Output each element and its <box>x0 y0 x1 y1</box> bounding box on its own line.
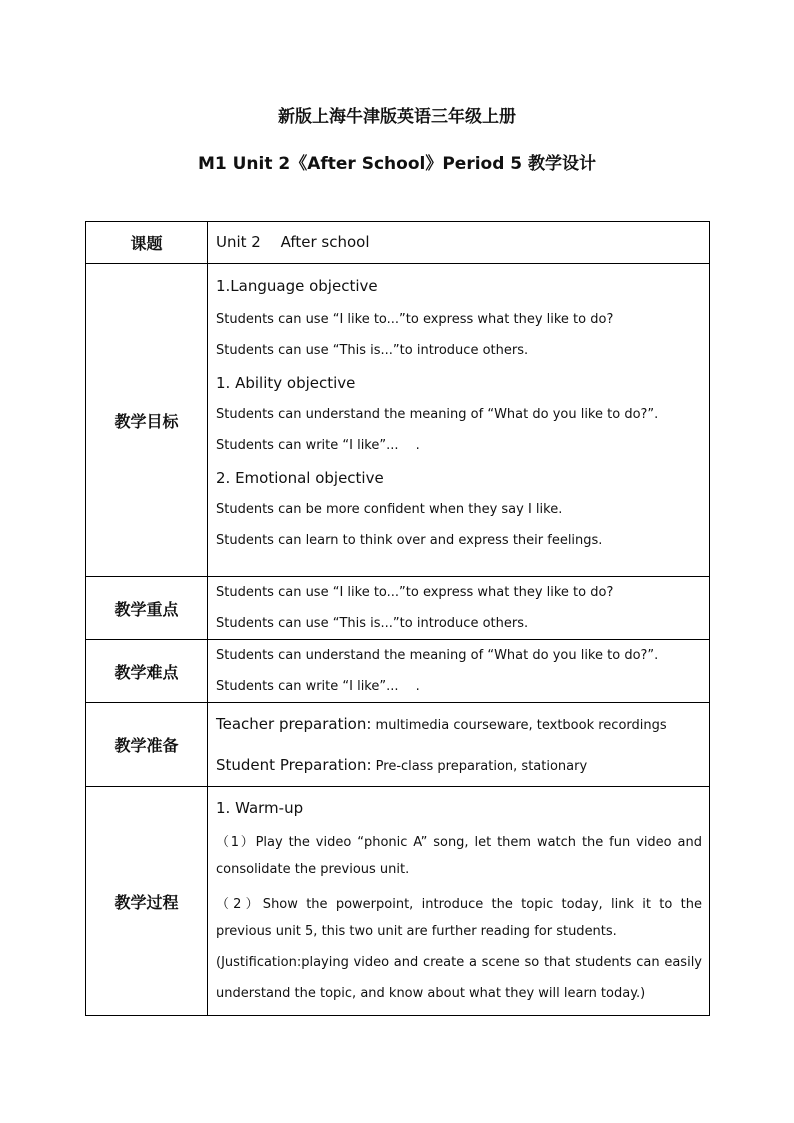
row-label-topic: 课题 <box>86 222 208 264</box>
language-objective-heading: 1.Language objective <box>216 277 378 295</box>
teacher-preparation-value: multimedia courseware, textbook recordings <box>371 718 667 733</box>
student-preparation <box>216 755 702 775</box>
lesson-plan-table <box>85 221 710 1016</box>
topic-cell <box>208 222 710 264</box>
document-subtitle: M1 Unit 2《After School》Period 5 教学设计 <box>197 154 597 174</box>
emotional-objective-heading: 2. Emotional objective <box>216 469 384 487</box>
key-point-line: Students can use “I like to...”to express what they like to do? <box>216 585 614 600</box>
process-justification: (Justification:playing video and create a scene so that students can easily understand the topic, and know about what they will learn today.) <box>216 955 702 1001</box>
table-row-topic <box>86 222 710 264</box>
row-label-process: 教学过程 <box>86 787 208 1016</box>
objectives-cell <box>208 264 710 577</box>
difficulties-cell <box>208 640 710 703</box>
row-label-objectives: 教学目标 <box>86 264 208 577</box>
table-row-preparation <box>86 703 710 787</box>
ability-objective-line: Students can write “I like”... . <box>216 438 420 453</box>
table-row-difficulties <box>86 640 710 703</box>
topic-value: Unit 2 After school <box>216 233 370 251</box>
student-preparation-label: Student Preparation: <box>216 756 372 774</box>
document-header <box>0 104 794 177</box>
table-row-objectives <box>86 264 710 577</box>
emotional-objective-line: Students can learn to think over and express their feelings. <box>216 533 603 548</box>
row-label-preparation: 教学准备 <box>86 703 208 787</box>
document-title: 新版上海牛津版英语三年级上册 <box>278 107 516 127</box>
process-cell <box>208 787 710 1016</box>
ability-objective-heading: 1. Ability objective <box>216 374 356 392</box>
difficulty-line: Students can write “I like”... . <box>216 679 420 694</box>
key-points-cell <box>208 577 710 640</box>
difficulty-line: Students can understand the meaning of “What do you like to do?”. <box>216 648 659 663</box>
emotional-objective-line: Students can be more confident when they say I like. <box>216 502 563 517</box>
teacher-preparation-label: Teacher preparation: <box>216 715 372 733</box>
language-objective-line: Students can use “This is...”to introduce others. <box>216 343 529 358</box>
row-label-key-points: 教学重点 <box>86 577 208 640</box>
table-row-process <box>86 787 710 1016</box>
student-preparation-value: Pre-class preparation, stationary <box>371 759 588 774</box>
teacher-preparation <box>216 714 702 734</box>
row-label-difficulties: 教学难点 <box>86 640 208 703</box>
preparation-cell <box>208 703 710 787</box>
warm-up-heading: 1. Warm-up <box>216 799 304 817</box>
key-point-line: Students can use “This is...”to introduce others. <box>216 616 529 631</box>
process-step: （2）Show the powerpoint, introduce the topic today, link it to the previous unit 5, this two unit are further reading for students. <box>216 897 702 939</box>
language-objective-line: Students can use “I like to...”to express what they like to do? <box>216 312 614 327</box>
ability-objective-line: Students can understand the meaning of “What do you like to do?”. <box>216 407 659 422</box>
table-row-key-points <box>86 577 710 640</box>
process-step: （1）Play the video “phonic A” song, let them watch the fun video and consolidate the previous unit. <box>216 835 702 877</box>
